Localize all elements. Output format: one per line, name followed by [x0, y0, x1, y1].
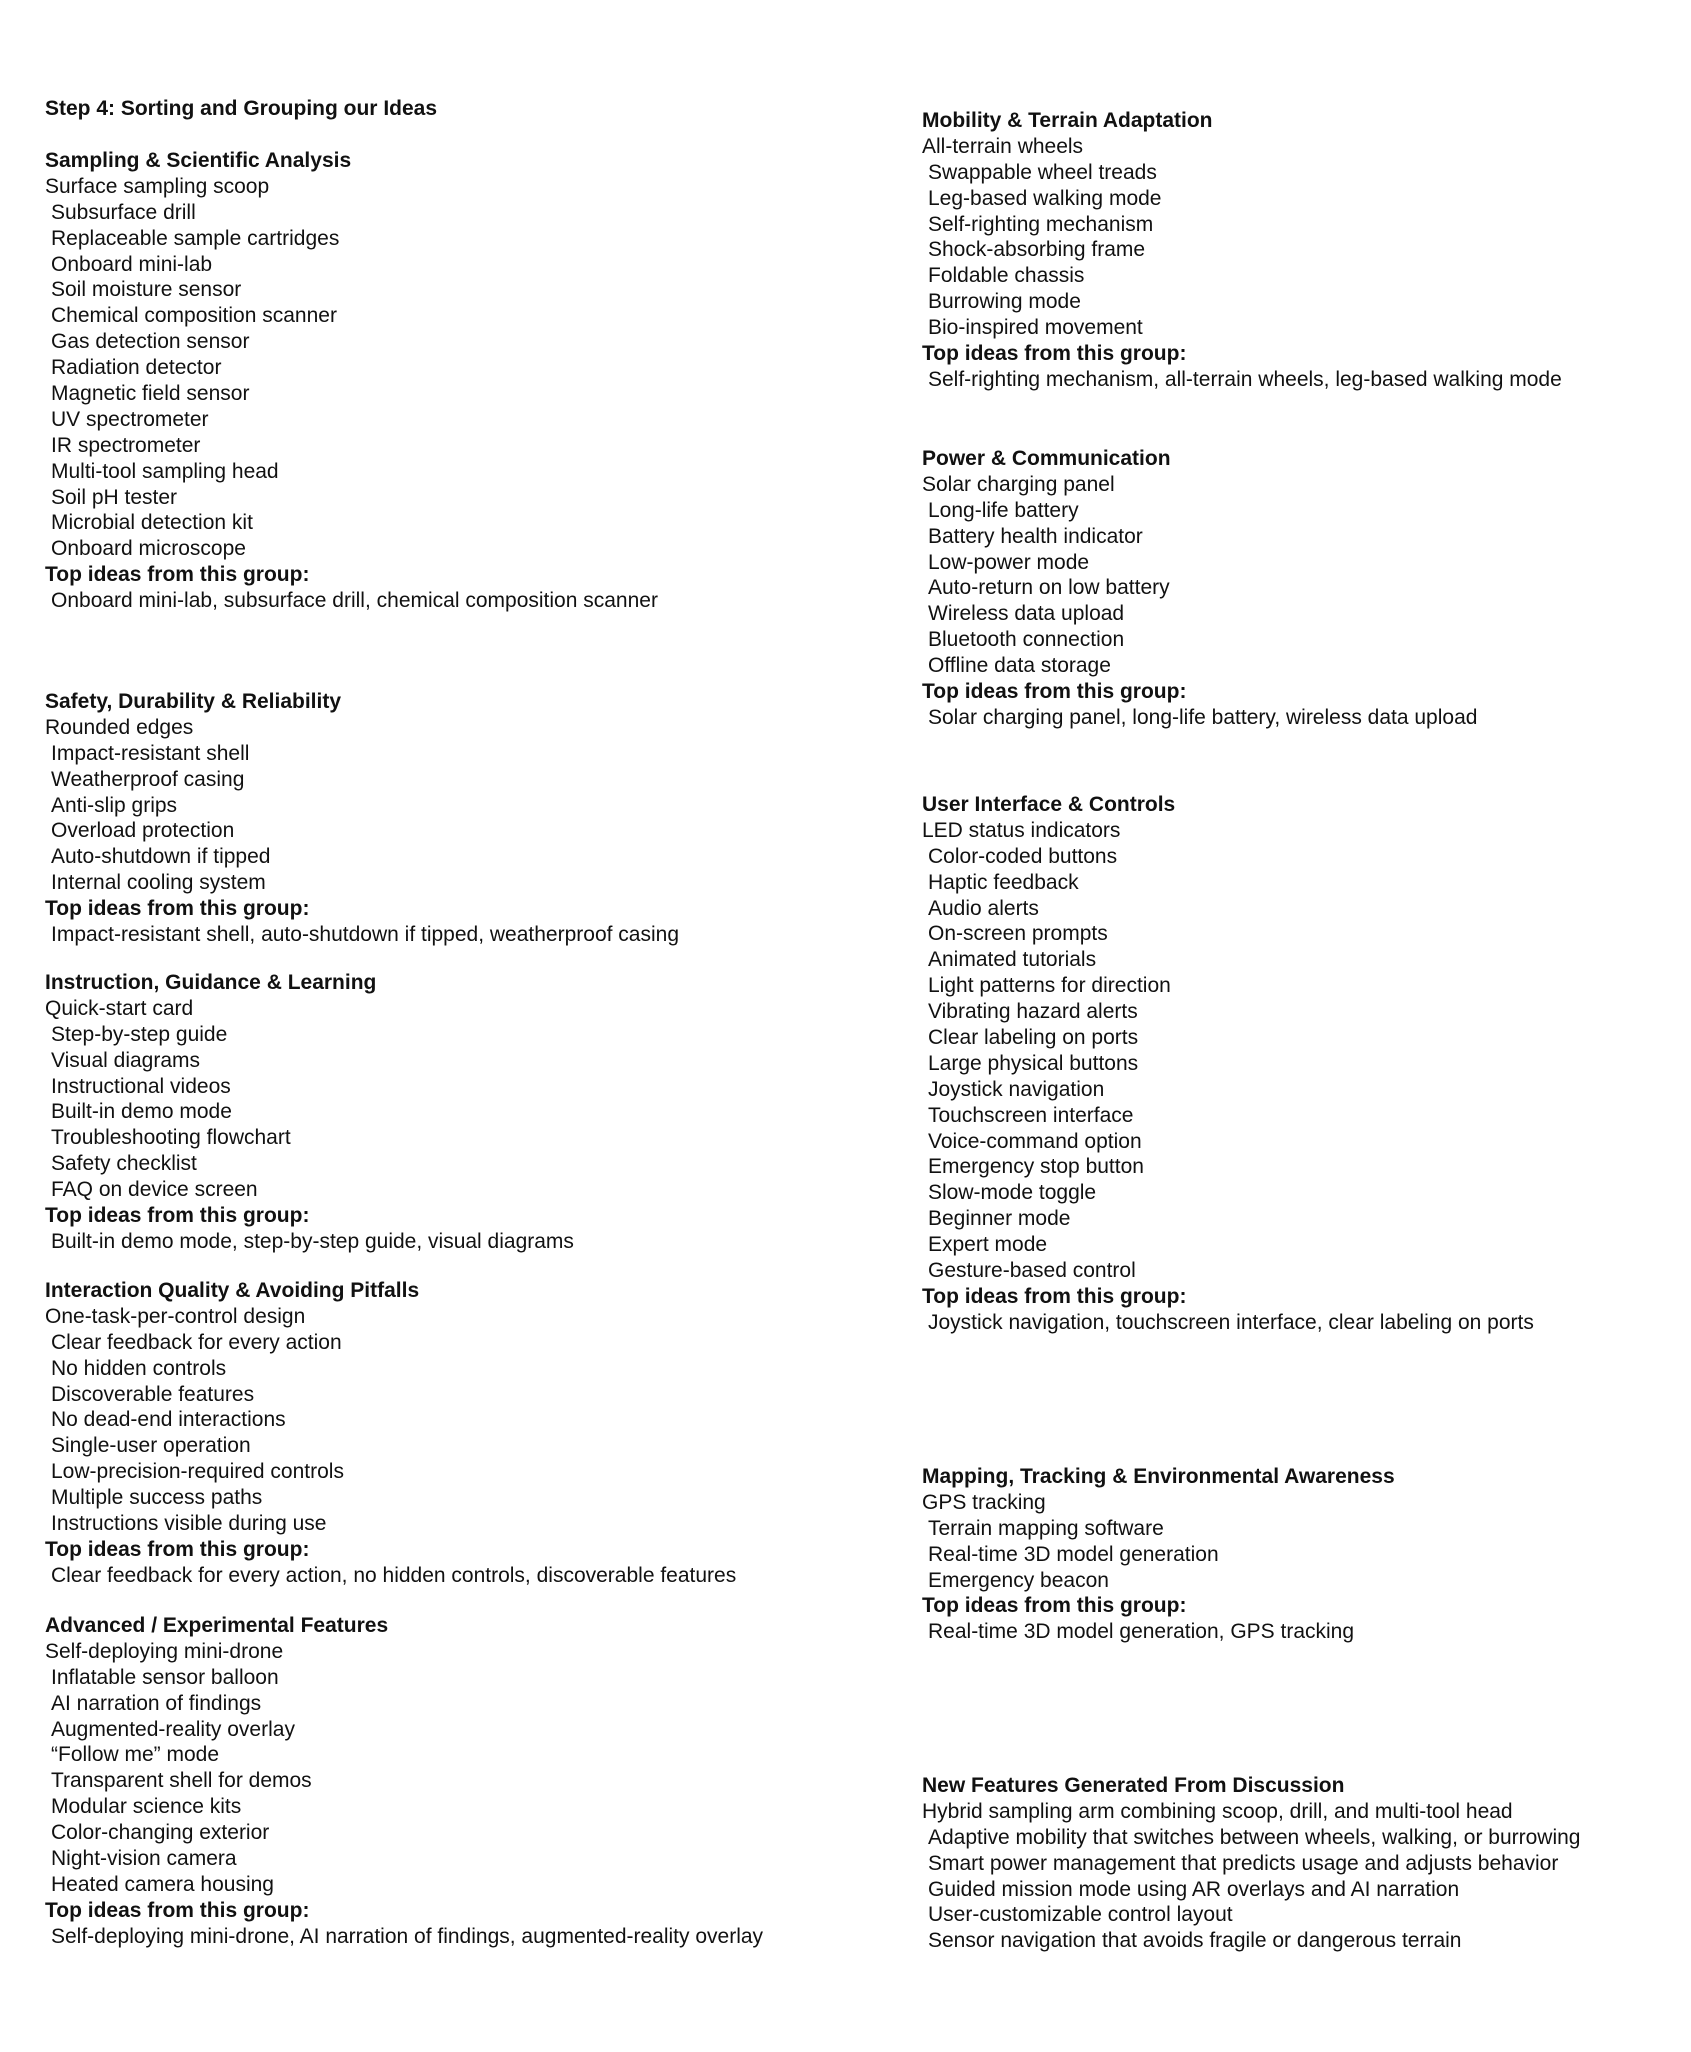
list-item: Clear feedback for every action: [51, 1330, 342, 1354]
list-item: Smart power management that predicts usage and adjusts behavior: [928, 1851, 1559, 1875]
list-item: Radiation detector: [51, 356, 222, 380]
list-item: Hybrid sampling arm combining scoop, drill, and multi-tool head: [922, 1799, 1513, 1823]
list-item: Safety checklist: [51, 1152, 197, 1176]
list-item: Touchscreen interface: [928, 1103, 1134, 1127]
top-ideas-text: Impact-resistant shell, auto-shutdown if tipped, weatherproof casing: [51, 923, 680, 947]
list-item: Beginner mode: [928, 1207, 1071, 1231]
top-ideas-label: Top ideas from this group:: [45, 1204, 310, 1228]
list-item: Joystick navigation: [928, 1077, 1105, 1101]
section-title: Mapping, Tracking & Environmental Awareness: [922, 1465, 1395, 1488]
section-mapping: [922, 1464, 1682, 1645]
list-item: Terrain mapping software: [928, 1516, 1164, 1540]
list-item: Instructional videos: [51, 1074, 231, 1098]
section-title: Sampling & Scientific Analysis: [45, 149, 352, 172]
list-item: Quick-start card: [45, 996, 194, 1020]
list-item: FAQ on device screen: [51, 1178, 258, 1202]
list-item: Rounded edges: [45, 715, 194, 739]
list-item: Voice-command option: [928, 1129, 1142, 1153]
list-item: Color-coded buttons: [928, 844, 1118, 868]
list-item: UV spectrometer: [51, 407, 209, 431]
section-mobility: [922, 108, 1682, 393]
list-item: AI narration of findings: [51, 1691, 262, 1715]
section-title: New Features Generated From Discussion: [922, 1774, 1345, 1797]
section-advanced: [45, 1613, 865, 1950]
list-item: Impact-resistant shell: [51, 741, 250, 765]
top-ideas-label: Top ideas from this group:: [45, 1898, 310, 1922]
list-item: Sensor navigation that avoids fragile or dangerous terrain: [928, 1929, 1462, 1953]
section-power: [922, 446, 1682, 731]
list-item: Onboard mini-lab: [51, 252, 213, 276]
list-item: Bio-inspired movement: [928, 316, 1143, 340]
list-item: Auto-return on low battery: [928, 576, 1170, 600]
top-ideas-text: Solar charging panel, long-life battery, wireless data upload: [928, 705, 1478, 729]
list-item: Discoverable features: [51, 1382, 255, 1406]
list-item: Battery health indicator: [928, 524, 1143, 548]
section-title: Advanced / Experimental Features: [45, 1614, 389, 1637]
top-ideas-label: Top ideas from this group:: [45, 897, 310, 921]
list-item: Modular science kits: [51, 1795, 242, 1819]
list-item: Night-vision camera: [51, 1847, 237, 1871]
list-item: Internal cooling system: [51, 871, 266, 895]
list-item: LED status indicators: [922, 818, 1121, 842]
list-item: Real-time 3D model generation: [928, 1542, 1219, 1566]
top-ideas-label: Top ideas from this group:: [45, 563, 310, 587]
list-item: GPS tracking: [922, 1490, 1046, 1514]
section-interaction: [45, 1278, 865, 1589]
list-item: On-screen prompts: [928, 922, 1108, 946]
list-item: Microbial detection kit: [51, 511, 253, 535]
list-item: Expert mode: [928, 1233, 1048, 1257]
list-item: “Follow me” mode: [51, 1743, 220, 1767]
top-ideas-text: Self-deploying mini-drone, AI narration of findings, augmented-reality overlay: [51, 1924, 764, 1948]
list-item: Heated camera housing: [51, 1872, 274, 1896]
list-item: Troubleshooting flowchart: [51, 1126, 291, 1150]
list-item: Leg-based walking mode: [928, 186, 1162, 210]
list-item: User-customizable control layout: [928, 1903, 1233, 1927]
list-item: Magnetic field sensor: [51, 382, 250, 406]
page-title-block: [45, 96, 865, 122]
list-item: Offline data storage: [928, 654, 1111, 678]
list-item: IR spectrometer: [51, 433, 201, 457]
list-item: One-task-per-control design: [45, 1304, 306, 1328]
list-item: Gesture-based control: [928, 1259, 1136, 1283]
list-item: Soil moisture sensor: [51, 278, 242, 302]
top-ideas-text: Real-time 3D model generation, GPS tracking: [928, 1620, 1355, 1644]
list-item: Bluetooth connection: [928, 628, 1125, 652]
list-item: Emergency stop button: [928, 1155, 1144, 1179]
list-item: Guided mission mode using AR overlays and AI narration: [928, 1877, 1460, 1901]
list-item: Augmented-reality overlay: [51, 1717, 295, 1741]
top-ideas-text: Onboard mini-lab, subsurface drill, chemical composition scanner: [51, 589, 658, 613]
list-item: Large physical buttons: [928, 1051, 1139, 1075]
list-item: Emergency beacon: [928, 1568, 1109, 1592]
list-item: Step-by-step guide: [51, 1022, 228, 1046]
list-item: Auto-shutdown if tipped: [51, 845, 271, 869]
top-ideas-label: Top ideas from this group:: [922, 1284, 1187, 1308]
top-ideas-label: Top ideas from this group:: [922, 680, 1187, 704]
top-ideas-label: Top ideas from this group:: [922, 342, 1187, 366]
list-item: Burrowing mode: [928, 290, 1081, 314]
section-ui-controls: [922, 792, 1682, 1336]
top-ideas-label: Top ideas from this group:: [922, 1594, 1187, 1618]
section-title: User Interface & Controls: [922, 793, 1176, 816]
list-item: No hidden controls: [51, 1356, 227, 1380]
list-item: Onboard microscope: [51, 537, 246, 561]
list-item: Low-precision-required controls: [51, 1460, 344, 1484]
list-item: Self-deploying mini-drone: [45, 1639, 284, 1663]
list-item: No dead-end interactions: [51, 1408, 286, 1432]
top-ideas-text: Clear feedback for every action, no hidden controls, discoverable features: [51, 1563, 737, 1587]
list-item: Long-life battery: [928, 498, 1079, 522]
list-item: Surface sampling scoop: [45, 174, 270, 198]
list-item: Solar charging panel: [922, 472, 1115, 496]
list-item: Swappable wheel treads: [928, 160, 1157, 184]
page-title: Step 4: Sorting and Grouping our Ideas: [45, 97, 438, 120]
list-item: Single-user operation: [51, 1434, 251, 1458]
list-item: Multiple success paths: [51, 1486, 263, 1510]
section-safety: [45, 689, 865, 948]
list-item: Shock-absorbing frame: [928, 238, 1146, 262]
list-item: Animated tutorials: [928, 948, 1097, 972]
list-item: Anti-slip grips: [51, 793, 178, 817]
list-item: Vibrating hazard alerts: [928, 1000, 1138, 1024]
section-new-features: [922, 1773, 1682, 1954]
list-item: Overload protection: [51, 819, 235, 843]
list-item: Instructions visible during use: [51, 1512, 327, 1536]
list-item: Soil pH tester: [51, 485, 178, 509]
list-item: Built-in demo mode: [51, 1100, 232, 1124]
list-item: Weatherproof casing: [51, 767, 245, 791]
list-item: Low-power mode: [928, 550, 1090, 574]
list-item: Foldable chassis: [928, 264, 1085, 288]
list-item: Light patterns for direction: [928, 974, 1171, 998]
section-title: Interaction Quality & Avoiding Pitfalls: [45, 1279, 420, 1302]
list-item: Chemical composition scanner: [51, 304, 337, 328]
list-item: Subsurface drill: [51, 200, 196, 224]
top-ideas-label: Top ideas from this group:: [45, 1537, 310, 1561]
list-item: Transparent shell for demos: [51, 1769, 312, 1793]
section-sampling: [45, 148, 865, 614]
list-item: Gas detection sensor: [51, 330, 250, 354]
section-instruction: [45, 970, 865, 1255]
list-item: Clear labeling on ports: [928, 1026, 1139, 1050]
list-item: Haptic feedback: [928, 870, 1079, 894]
section-title: Power & Communication: [922, 447, 1171, 470]
list-item: Visual diagrams: [51, 1048, 201, 1072]
list-item: Replaceable sample cartridges: [51, 226, 340, 250]
list-item: Wireless data upload: [928, 602, 1125, 626]
section-title: Mobility & Terrain Adaptation: [922, 109, 1213, 132]
top-ideas-text: Joystick navigation, touchscreen interface, clear labeling on ports: [928, 1310, 1534, 1334]
list-item: Multi-tool sampling head: [51, 459, 279, 483]
list-item: All-terrain wheels: [922, 134, 1084, 158]
list-item: Audio alerts: [928, 896, 1039, 920]
list-item: Inflatable sensor balloon: [51, 1665, 279, 1689]
section-title: Instruction, Guidance & Learning: [45, 971, 377, 994]
list-item: Slow-mode toggle: [928, 1181, 1097, 1205]
list-item: Color-changing exterior: [51, 1821, 270, 1845]
list-item: Self-righting mechanism: [928, 212, 1154, 236]
top-ideas-text: Self-righting mechanism, all-terrain wheels, leg-based walking mode: [928, 367, 1562, 391]
top-ideas-text: Built-in demo mode, step-by-step guide, visual diagrams: [51, 1229, 574, 1253]
section-title: Safety, Durability & Reliability: [45, 690, 342, 713]
list-item: Adaptive mobility that switches between wheels, walking, or burrowing: [928, 1825, 1581, 1849]
